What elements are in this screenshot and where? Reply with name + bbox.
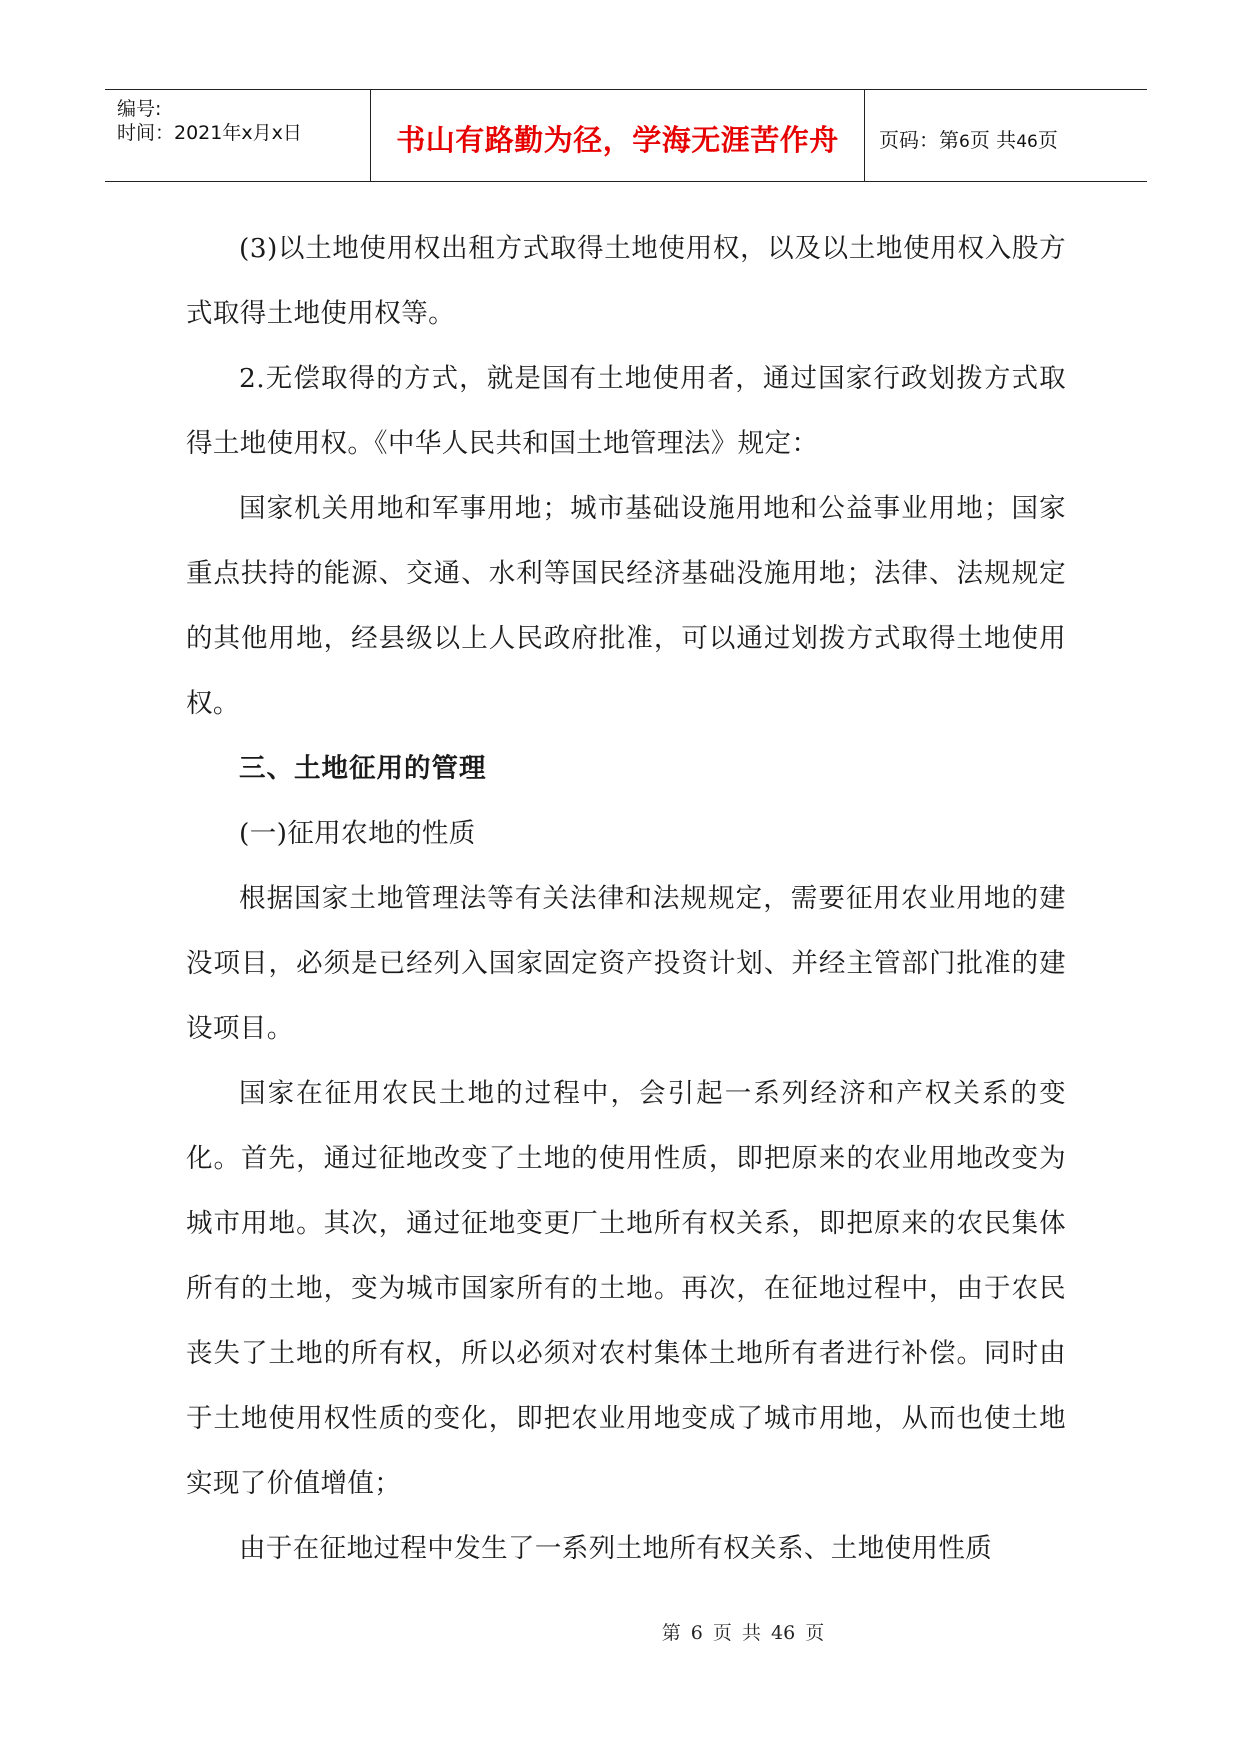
page-prefix: 页码：第 (879, 128, 959, 152)
header-page-info (879, 124, 1058, 153)
paragraph: 国家机关用地和军事用地；城市基础设施用地和公益事业用地；国家重点扶持的能源、交通、水利等国民经济基础没施用地；法律、法规规定的其他用地，经县级以上人民政府批准，可以通过划拨方式取得土地使用权。 (186, 493, 1066, 719)
paragraph: (3)以土地使用权出租方式取得土地使用权，以及以土地使用权入股方式取得土地使用权等。 (186, 233, 1066, 329)
header-motto: 书山有路勤为径，学海无涯苦作舟 (396, 123, 839, 157)
document-header (105, 89, 1147, 182)
paragraph: 2.无偿取得的方式，就是国有土地使用者，通过国家行政划拨方式取得土地使用权。《中华人民共和国土地管理法》规定： (186, 363, 1066, 459)
paragraph: 国家在征用农民土地的过程中，会引起一系列经济和产权关系的变化。首先，通过征地改变了土地的使用性质，即把原来的农业用地改变为城市用地。其次，通过征地变更厂土地所有权关系，即把原来的农民集体所有的土地，变为城市国家所有的土地。再次，在征地过程中，由于农民丧失了土地的所有权，所以必须对农村集体土地所有者进行补偿。同时由于土地使用权性质的变化，即把农业用地变成了城市用地，从而也使土地实现了价值增值； (186, 1078, 1066, 1499)
page-mid: 页 共 (969, 128, 1017, 152)
page-suffix: 页 (1037, 128, 1058, 152)
section-heading: 三、土地征用的管理 (239, 753, 487, 784)
page-current: 6 (959, 132, 970, 152)
header-page-cell (865, 90, 1147, 181)
subsection-heading: (一)征用农地的性质 (239, 818, 476, 849)
paragraph: 由于在征地过程中发生了一系列土地所有权关系、土地使用性质 (239, 1533, 993, 1564)
header-motto-cell (370, 90, 865, 181)
document-body (186, 216, 1066, 1581)
serial-number-label: 编号: (117, 98, 162, 120)
paragraph: 根据国家土地管理法等有关法律和法规规定，需要征用农业用地的建没项目，必须是已经列入国家固定资产投资计划、并经主管部门批准的建设项目。 (186, 883, 1066, 1044)
page-footer: 第 6 页 共 46 页 (661, 1622, 825, 1644)
page-total: 46 (1016, 132, 1038, 152)
date-line: 时间：2021年x月x日 (117, 122, 302, 144)
header-left-cell (105, 90, 370, 181)
